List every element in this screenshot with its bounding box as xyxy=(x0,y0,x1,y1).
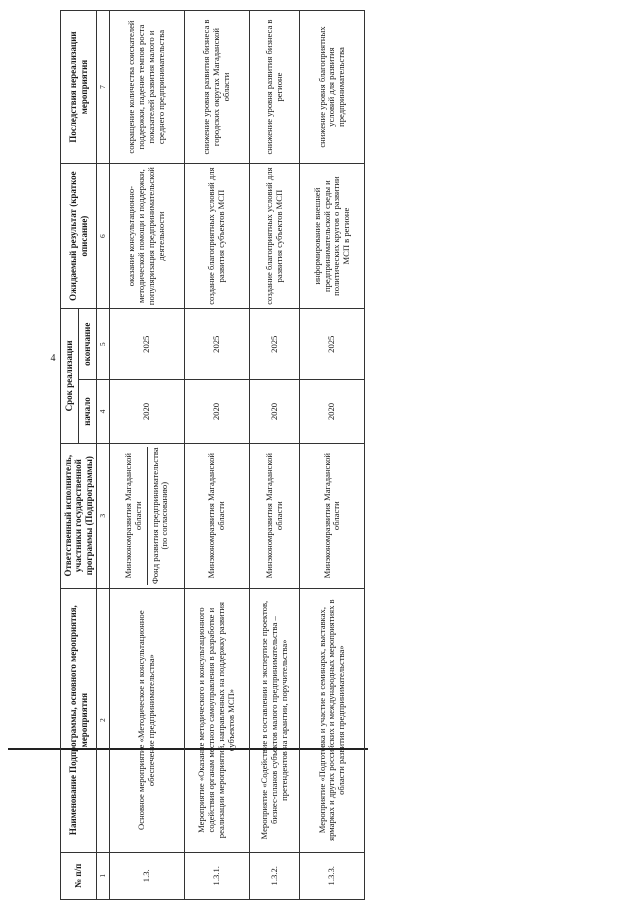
row-result: создание благоприятных условий для развития субъектов МСП xyxy=(185,164,250,309)
column-number: 5 xyxy=(97,309,110,380)
column-number: 2 xyxy=(97,588,110,852)
column-number: 4 xyxy=(97,380,110,443)
column-number: 6 xyxy=(97,164,110,309)
row-name: Основное мероприятие «Методическое и консультационное обеспечение предпринимательства» xyxy=(110,588,185,852)
row-result: оказание консультационно-методической помощи и поддержки, популяризация предпринимательской деятельности xyxy=(110,164,185,309)
header-consequences: Последствия нереализации мероприятия xyxy=(61,11,97,164)
row-name: Мероприятие «Содействие в составлении и экспертизе проектов, бизнес-планов субъектов малого предпринимательства – претендентов на гарантии, поручительства» xyxy=(249,588,299,852)
row-executor-secondary: Фонд развития предпринимательства (по согласованию) xyxy=(147,447,171,585)
row-num: 1.3.2. xyxy=(249,852,299,899)
row-consequences: снижение уровня развития бизнеса в городских округах Магаданской области xyxy=(185,11,250,164)
column-number: 1 xyxy=(97,852,110,899)
row-executor: Минэкономразвития Магаданской области xyxy=(249,443,299,588)
row-start: 2020 xyxy=(300,380,365,443)
row-result: создание благоприятных условий для развития субъектов МСП xyxy=(249,164,299,309)
table-row xyxy=(300,11,365,900)
column-number: 3 xyxy=(97,443,110,588)
header-result: Ожидаемый результат (краткое описание) xyxy=(61,164,97,309)
row-end: 2025 xyxy=(249,309,299,380)
table-row xyxy=(110,11,185,900)
row-executor xyxy=(110,443,185,588)
column-number: 7 xyxy=(97,11,110,164)
row-num: 1.3. xyxy=(110,852,185,899)
row-end: 2025 xyxy=(110,309,185,380)
row-executor: Минэкономразвития Магаданской области xyxy=(185,443,250,588)
row-consequences: снижение уровня благоприятных условий для развития предпринимательства xyxy=(300,11,365,164)
row-start: 2020 xyxy=(249,380,299,443)
row-end: 2025 xyxy=(185,309,250,380)
header-end: окончание xyxy=(79,309,97,380)
header-start: начало xyxy=(79,380,97,443)
rotated-table-content xyxy=(60,10,360,900)
row-start: 2020 xyxy=(185,380,250,443)
row-executor-primary: Минэкономразвития Магаданской области xyxy=(122,453,143,579)
header-num: № п/п xyxy=(61,852,97,899)
column-number-row xyxy=(97,11,110,900)
header-name: Наименование Подпрограммы, основного мероприятия, мероприятия xyxy=(61,588,97,852)
row-num: 1.3.3. xyxy=(300,852,365,899)
row-start: 2020 xyxy=(110,380,185,443)
header-period: Срок реализации xyxy=(61,309,79,444)
row-name: Мероприятие «Оказание методического и консультационного содействия органам местного самоуправления в разработке и реализации мероприятий, направленных на поддержку развития субъектов МСП» xyxy=(185,588,250,852)
program-measures-table xyxy=(60,10,365,900)
row-consequences: снижение уровня развития бизнеса в регионе xyxy=(249,11,299,164)
header-executor: Ответственный исполнитель, участники государственной программы (Подпрограммы) xyxy=(61,443,97,588)
page-number: 4 xyxy=(50,353,56,364)
row-name: Мероприятие «Подготовка и участие в семинарах, выставках, ярмарках и других российских и международных мероприятиях в области развития предпринимательства» xyxy=(300,588,365,852)
row-consequences: сокращение количества соискателей поддержки, падение темпов роста показателей развития малого и среднего предпринимательства xyxy=(110,11,185,164)
table-row xyxy=(249,11,299,900)
rotated-table-frame xyxy=(60,10,640,888)
row-end: 2025 xyxy=(300,309,365,380)
row-num: 1.3.1. xyxy=(185,852,250,899)
row-executor: Минэкономразвития Магаданской области xyxy=(300,443,365,588)
table-row xyxy=(185,11,250,900)
row-result: информирование внешней предпринимательской среды и политических кругов о развитии МСП в регионе xyxy=(300,164,365,309)
